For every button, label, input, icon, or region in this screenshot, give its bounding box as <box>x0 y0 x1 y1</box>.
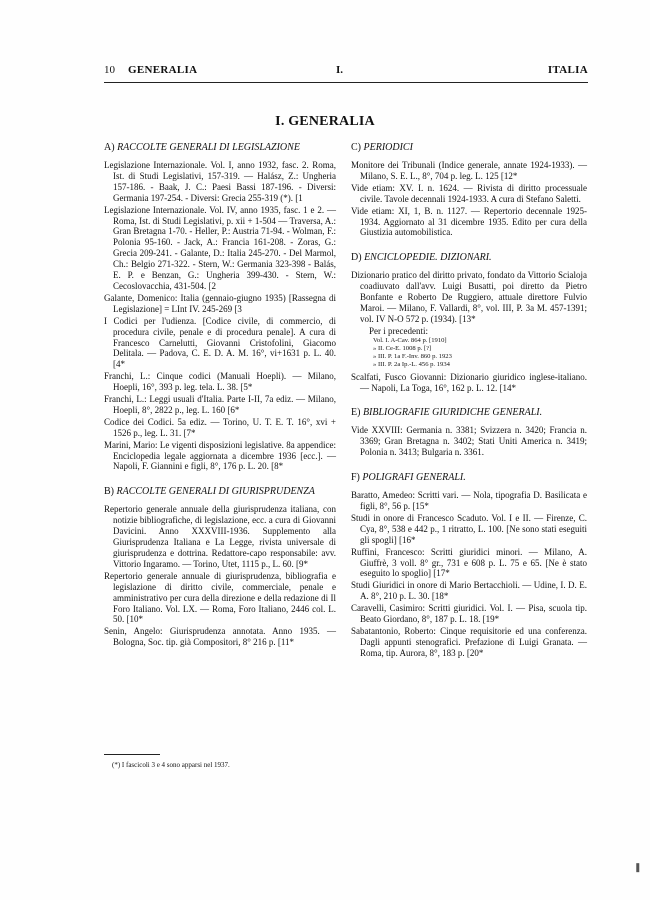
bibliography-entry <box>351 547 587 580</box>
section-c-entries <box>351 160 587 238</box>
entry-code: [7* <box>183 427 196 438</box>
entry-code: [1 <box>295 192 303 203</box>
bibliography-entry <box>351 490 587 512</box>
entry-text: Studi Giuridici in onore di Mario Bertacchioli. — Udine, I. D. E. A. 8°, 210 p. L. 30. <box>351 580 587 602</box>
section-e-heading <box>351 407 587 419</box>
bibliography-entry <box>104 371 336 393</box>
bibliography-entry <box>351 425 587 458</box>
entry-text: Vide XXVIII: Germania n. 3381; Svizzera n. 3420; Francia n. 3369; Gran Bretagna n. 3402; Stati Uniti America n. 3419; Polonia n. 3413; Bulgaria n. 3361. <box>351 425 587 458</box>
bibliography-entry <box>104 504 336 569</box>
entry-text: I Codici per l'udienza. [Codice civile, di commercio, di procedura civile, penale e di procedura penale]. A cura di Francesco Carnelutti, Giovanni Cristofolini, Giacomo Delitala. — Padova, C. E. D. A. M. 16°, vi+1631 p. L. 40. <box>104 315 336 359</box>
entry-text: Franchi, L.: Cinque codici (Manuali Hoepli). — Milano, Hoepli, 16°, 393 p. leg. tela. L. 38. <box>104 371 336 393</box>
bibliography-entry <box>351 183 587 205</box>
section-letter: F) <box>351 472 360 484</box>
section-title: POLIGRAFI GENERALI. <box>362 472 466 484</box>
bibliography-entry <box>104 440 336 473</box>
entry-code: [2 <box>208 280 216 291</box>
bibliography-entry <box>351 513 587 546</box>
page-number: 10 <box>104 64 115 76</box>
bibliography-entry <box>104 205 336 292</box>
entry-code: [16* <box>399 534 416 545</box>
running-head-right-title: ITALIA <box>547 64 588 76</box>
entry-text: Franchi, L.: Leggi usuali d'Italia. Parte I-II, 7a ediz. — Milano, Hoepli, 8°, 2822 p., leg. L. 160 <box>104 394 336 415</box>
footnote: (*) I fascicoli 3 e 4 sono apparsi nel 1937. <box>112 761 230 769</box>
margin-mark: ❚ <box>634 862 642 872</box>
entry-code: [12* <box>500 170 518 181</box>
section-a-entries <box>104 160 336 472</box>
section-title: RACCOLTE GENERALI DI GIURISPRUDENZA <box>116 486 315 498</box>
entry-14 <box>351 372 587 394</box>
bibliography-entry <box>104 394 336 416</box>
entry-text: Baratto, Amedeo: Scritti vari. — Nola, tipografia D. Basilicata e figli, 8°, 56 p. <box>351 490 587 512</box>
entry-code: [8* <box>271 461 284 472</box>
bibliography-entry <box>351 603 587 625</box>
section-b-heading <box>104 486 336 498</box>
entry-text: Repertorio generale annuale della giurisprudenza italiana, con notizie bibliografiche, di legislazione, ecc. a cura di Giovanni Davicini. Anno XXXVIII-1936. Supplemento alla Giurisprudenza Italiana e La Legge, rivista universale di giurisprudenza e dottrina. Redattore-capo responsabile: avv. Vittorio Ingaramo. — Torino, Utet, 1115 p., L. 60. <box>104 504 336 569</box>
entry-code: [5* <box>240 382 253 393</box>
chapter-title: I. GENERALIA <box>275 114 375 129</box>
section-e-entries <box>351 425 587 458</box>
section-title: RACCOLTE GENERALI DI LEGISLAZIONE <box>117 142 300 153</box>
entry-text: Vide etiam: XI, 1, B. n. 1127. — Repertorio decennale 1925-1934. Aggiornato al 31 dicembre 1935. Edito per cura della Giustizia automobilistica. <box>351 205 587 238</box>
entry-text: Legislazione Internazionale. Vol. IV, anno 1935, fasc. 1 e 2. — Roma, Ist. di Studi Legislativi, p. xii + 1-504 — Traversa, A.: Gran Bretagna 1-70. - Heller, P.: Austria 71-94. - Wolman, F.: Polonia 95-160. - Jack, A.: Francia 161-208. - Zoras, G.: Grecia 209-241. - Galante, D.: Italia 245-270. - Del Marmol, Ch.: Belgio 271-322. - Stern, W.: Germania 323-398 - Balás, E. P. e Benzan, G.: Ungheria 399-430. - Stern, W.: Cecoslovacchia, 431-504. <box>104 204 336 291</box>
header-rule <box>104 82 588 83</box>
previous-volume: » III. P. 1a F.-Inv. 860 p. 1923 <box>373 353 452 361</box>
bibliography-entry <box>104 316 336 371</box>
section-letter: C) <box>351 142 361 153</box>
section-letter: E) <box>351 407 361 419</box>
entry-13 <box>351 270 587 325</box>
previous-volume: » III. P. 2a Ip.-L. 456 p. 1934 <box>373 361 450 369</box>
section-f-entries <box>351 490 587 659</box>
bibliography-entry <box>104 293 336 315</box>
entry-code: [6* <box>227 404 240 415</box>
bibliography-entry <box>351 160 587 182</box>
entry-code: [10* <box>126 614 143 625</box>
entry-code: [19* <box>482 614 500 625</box>
previous-volumes-label: Per i precedenti: <box>369 325 428 336</box>
entry-code: [4* <box>113 359 125 370</box>
section-f-heading <box>351 472 587 484</box>
entry-code: [14* <box>499 382 517 393</box>
entry-code: [15* <box>412 501 429 512</box>
running-head-left-title: GENERALIA <box>128 64 198 76</box>
entry-code: [17* <box>433 568 450 579</box>
footnote-rule <box>104 754 160 755</box>
previous-volume: Vol. I. A-Cav. 864 p. [1910] <box>373 336 447 344</box>
running-head-center: I. <box>336 64 344 76</box>
entry-code: [18* <box>431 591 449 602</box>
bibliography-entry <box>104 571 336 626</box>
entry-text: Vide etiam: XV. I. n. 1624. — Rivista di diritto processuale civile. Tavole decennali 1924-1933. A cura di Stefano Saletti. <box>351 182 587 204</box>
entry-text: Dizionario pratico del diritto privato, fondato da Vittorio Scialoja coadiuvato dall'avv. Luigi Busatti, poi diretto da Pietro Bonfante e Roberto De Ruggiero, attuale direttore Fulvio Maroi. — Milano, F. Vallardi, 8°, vol. III, P. 3a M. 457-1391; vol. IV N-O 572 p. (1934). <box>351 270 587 324</box>
bibliography-entry <box>104 626 336 648</box>
previous-volume: » II. Ce-E. 1008 p. [?] <box>373 344 432 352</box>
section-title: PERIODICI <box>363 142 413 153</box>
entry-code: [20* <box>466 647 484 658</box>
entry-text: Caravelli, Casimiro: Scritti giuridici. Vol. I. — Pisa, scuola tip. Beato Giordano, 8°, 187 p. L. 18. <box>351 603 587 625</box>
section-title: ENCICLOPEDIE. DIZIONARI. <box>364 252 492 264</box>
entry-text: Ruffini, Francesco: Scritti giuridici minori. — Milano, A. Giuffrè, 3 voll. 8° gr., 731 e 608 p. L. 75 e 65. [Ne è stato eseguito lo spoglio] <box>351 546 587 579</box>
entry-text: Sabatantonio, Roberto: Cinque requisitorie ed una conferenza. Dagli appunti stenografici. Prefazione di Luigi Granata. — Roma, tip. Aurora, 8°, 183 p. <box>351 626 587 658</box>
previous-volumes-list <box>351 337 587 370</box>
entry-text: Galante, Domenico: Italia (gennaio-giugno 1935) [Rassegna di Legislazione] = LInt IV. 245-269 <box>104 292 336 314</box>
entry-code: [3 <box>234 303 242 314</box>
bibliography-entry <box>351 206 587 239</box>
bibliography-entry <box>351 626 587 659</box>
entry-text: Senin, Angelo: Giurisprudenza annotata. Anno 1935. — Bologna, Soc. tip. già Compositori, 8° 216 p. <box>104 626 336 648</box>
entry-code: [11* <box>277 637 295 648</box>
bibliography-entry <box>351 580 587 602</box>
left-column <box>104 142 336 649</box>
section-c-heading <box>351 142 587 154</box>
entry-code: [13* <box>459 313 476 324</box>
section-d-heading <box>351 252 587 264</box>
entry-text: Studi in onore di Francesco Scaduto. Vol. I e II. — Firenze, C. Cya, 8°, 538 e 442 p., 1 ritratto, L. 100. [Ne sono stati eseguiti gli spogli] <box>351 512 587 545</box>
entry-text: Scalfati, Fusco Giovanni: Dizionario giuridico inglese-italiano. — Napoli, La Toga, 16°, 162 p. L. 12. <box>351 371 587 393</box>
section-letter: D) <box>351 252 362 264</box>
section-letter: B) <box>104 486 114 498</box>
entry-text: Codice dei Codici. 5a ediz. — Torino, U. T. E. T. 16°, xvi + 1526 p., leg. L. 31. <box>104 416 336 438</box>
entry-text: Repertorio generale annuale di giurisprudenza, bibliografia e legislazione di diritto civile, commerciale, penale e amministrativo per cura della direzione e della redazione di Il Foro Italiano. Vol. LX. — Roma, Foro Italiano, 2446 col. L. 50. <box>104 570 336 625</box>
section-b-entries <box>104 504 336 648</box>
entry-text: Monitore dei Tribunali (Indice generale, annate 1924-1933). — Milano, S. E. L., 8°, 704 p. leg. L. 125 <box>351 160 587 181</box>
running-head <box>104 64 588 80</box>
section-a-heading <box>104 142 336 154</box>
section-title: BIBLIOGRAFIE GIURIDICHE GENERALI. <box>362 407 543 419</box>
section-letter: A) <box>104 142 115 153</box>
entry-code: [9* <box>295 558 308 569</box>
entry-text: Legislazione Internazionale. Vol. I, anno 1932, fasc. 2. Roma, Ist. di Studi Legislativi, 157-319. — Halász, Z.: Ungheria 157-186. - Baak, J. C.: Paesi Bassi 187-196. - Diversi: Germania 197-254. - Diversi: Grecia 255-319 (*). <box>104 160 336 203</box>
bibliography-entry <box>104 160 336 204</box>
right-column <box>351 142 587 660</box>
entry-text: Marini, Mario: Le vigenti disposizioni legislative. 8a appendice: Enciclopedia legale aggiornata a dicembre 1936 [ecc.]. — Napoli, F. Giannini e figli, 8°, 176 p. L. 20. <box>104 439 336 472</box>
bibliography-entry <box>104 417 336 439</box>
